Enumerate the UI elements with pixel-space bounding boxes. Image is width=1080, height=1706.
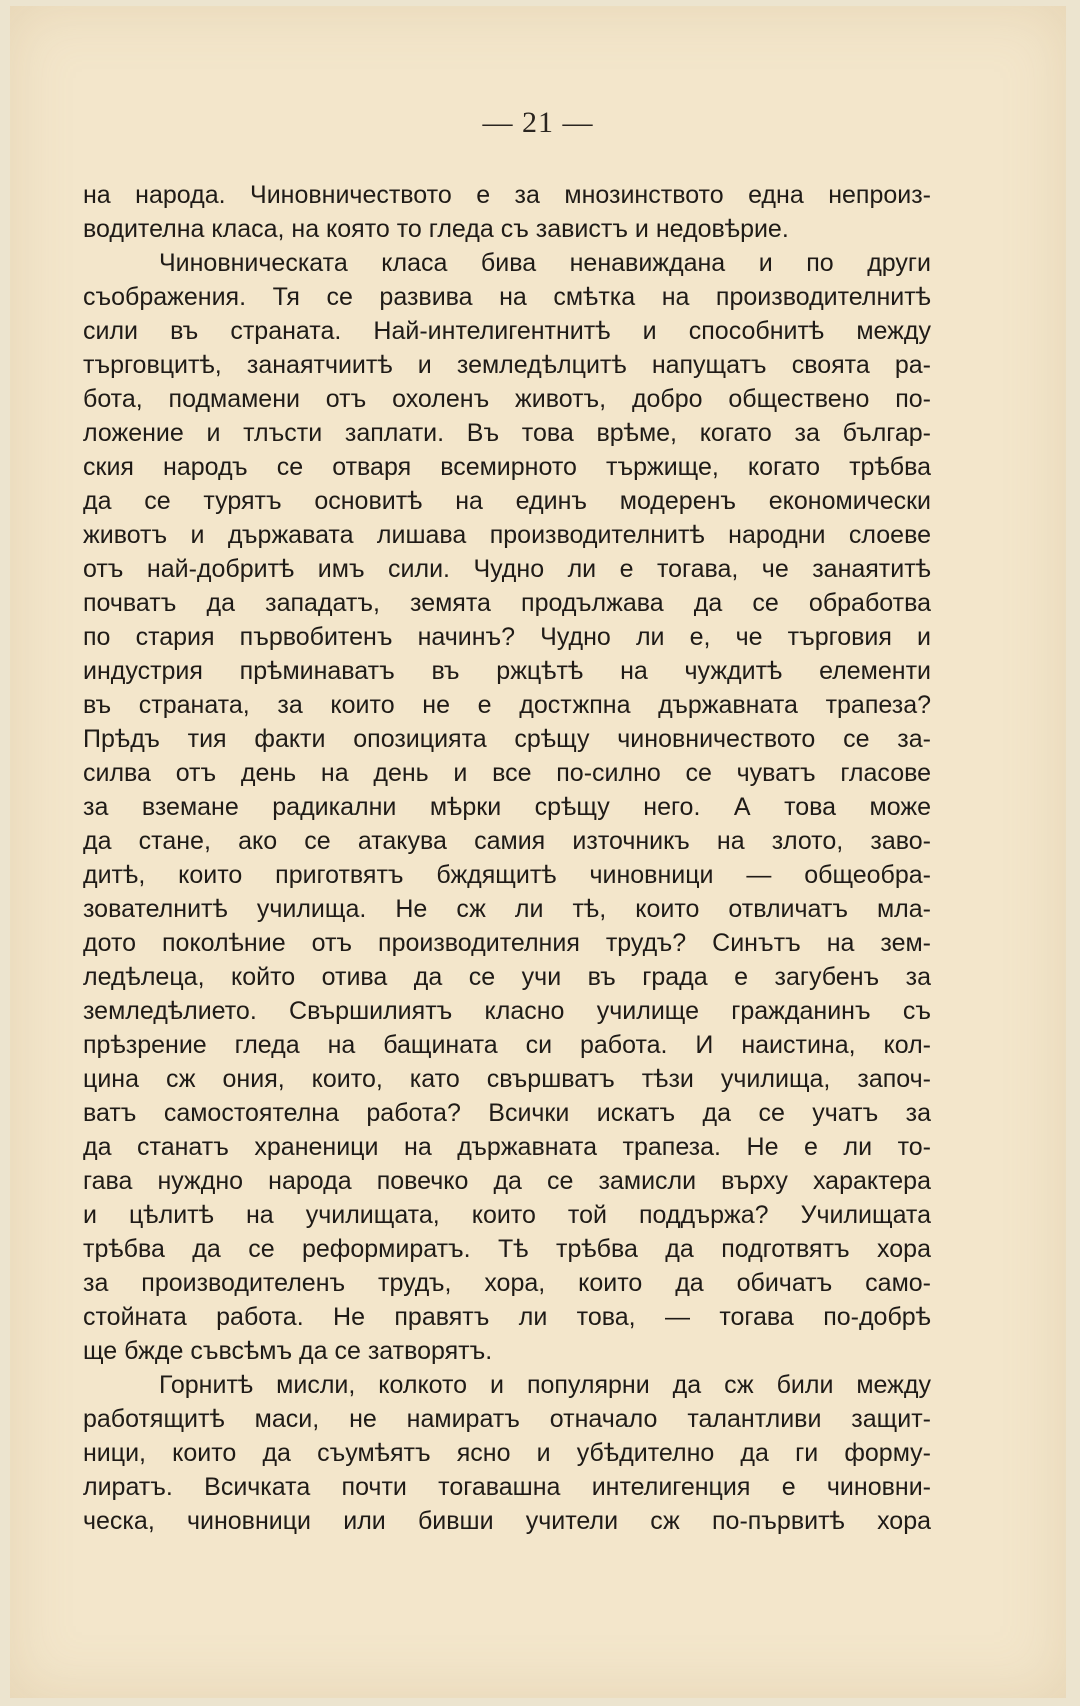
- text-line: зователнитѣ училища. Не сж ли тѣ, които отвличатъ мла-: [83, 895, 931, 923]
- text-line: ческа, чиновници или бивши учители сж по-първитѣ хора: [83, 1507, 931, 1535]
- text-line: дитѣ, които приготвятъ бждящитѣ чиновници — общеобра-: [83, 861, 931, 889]
- text-line: цина сж ония, които, като свършватъ тѣзи училища, започ-: [83, 1065, 931, 1093]
- text-line: ледѣлеца, който отива да се учи въ града е загубенъ за: [83, 963, 931, 991]
- text-line: да стане, ако се атакува самия източникъ на злото, заво-: [83, 827, 931, 855]
- paragraph: [83, 246, 931, 1368]
- text-line: Прѣдъ тия факти опозицията срѣщу чиновничеството се за-: [83, 725, 931, 753]
- text-body: [83, 178, 931, 1538]
- text-line: за вземане радикални мѣрки срѣщу него. А това може: [83, 793, 931, 821]
- book-page: [10, 6, 1066, 1698]
- text-line: въ страната, за които не е достжпна държавната трапеза?: [83, 691, 931, 719]
- text-line: работящитѣ маси, не намиратъ отначало талантливи защит-: [83, 1405, 931, 1433]
- text-line: дото поколѣние отъ производителния трудъ? Синътъ на зем-: [83, 929, 931, 957]
- text-line: земледѣлието. Свършилиятъ класно училище гражданинъ съ: [83, 997, 931, 1025]
- text-line: търговцитѣ, занаятчиитѣ и земледѣлцитѣ напущатъ своята ра-: [83, 351, 931, 379]
- text-line: съображения. Тя се развива на смѣтка на производителнитѣ: [83, 283, 931, 311]
- text-line: да се турятъ основитѣ на единъ модеренъ економически: [83, 487, 931, 515]
- text-line: прѣзрение гледа на бащината си работа. И наистина, кол-: [83, 1031, 931, 1059]
- text-line: лиратъ. Всичката почти тогавашна интелигенция е чиновни-: [83, 1473, 931, 1501]
- text-line: гава нуждно народа повечко да се замисли върху характера: [83, 1167, 931, 1195]
- text-line: стойната работа. Не правятъ ли това, — тогава по-добрѣ: [83, 1303, 931, 1331]
- text-line: ватъ самостоятелна работа? Всички искатъ да се учатъ за: [83, 1099, 931, 1127]
- text-line: отъ най-добритѣ имъ сили. Чудно ли е тогава, че занаятитѣ: [83, 555, 931, 583]
- text-line: трѣбва да се реформиратъ. Тѣ трѣбва да подготвятъ хора: [83, 1235, 931, 1263]
- text-line: по стария първобитенъ начинъ? Чудно ли е, че търговия и: [83, 623, 931, 651]
- text-line: индустрия прѣминаватъ въ ржцѣтѣ на чуждитѣ елементи: [83, 657, 931, 685]
- text-line: и цѣлитѣ на училищата, които той поддържа? Училищата: [83, 1201, 931, 1229]
- text-line: да станатъ храненици на държавната трапеза. Не е ли то-: [83, 1133, 931, 1161]
- text-line: почватъ да западатъ, земята продължава да се обработва: [83, 589, 931, 617]
- paragraph: [83, 178, 931, 246]
- text-line: ския народъ се отваря всемирното тържище, когато трѣбва: [83, 453, 931, 481]
- text-line: животъ и държавата лишава производителнитѣ народни слоеве: [83, 521, 931, 549]
- text-line: ще бжде съвсѣмъ да се затворятъ.: [83, 1337, 493, 1365]
- page-number: — 21 —: [482, 106, 594, 139]
- text-line: за производителенъ трудъ, хора, които да обичатъ само-: [83, 1269, 931, 1297]
- text-line: бота, подмамени отъ охоленъ животъ, добро обществено по-: [83, 385, 931, 413]
- paragraph: [83, 1368, 931, 1538]
- text-line: ложение и тлъсти заплати. Въ това врѣме, когато за българ-: [83, 419, 931, 447]
- text-line: силва отъ день на день и все по-силно се чуватъ гласове: [83, 759, 931, 787]
- text-line: Чиновническата класа бива ненавиждана и по други: [159, 249, 931, 277]
- text-line: на народа. Чиновничеството е за мнозинството една непроиз-: [83, 181, 931, 209]
- text-line: Горнитѣ мисли, колкото и популярни да сж били между: [159, 1371, 931, 1399]
- text-line: ници, които да съумѣятъ ясно и убѣдително да ги форму-: [83, 1439, 931, 1467]
- text-line: сили въ страната. Най-интелигентнитѣ и способнитѣ между: [83, 317, 931, 345]
- text-line: водителна класа, на която то гледа съ завистъ и недовѣрие.: [83, 215, 789, 243]
